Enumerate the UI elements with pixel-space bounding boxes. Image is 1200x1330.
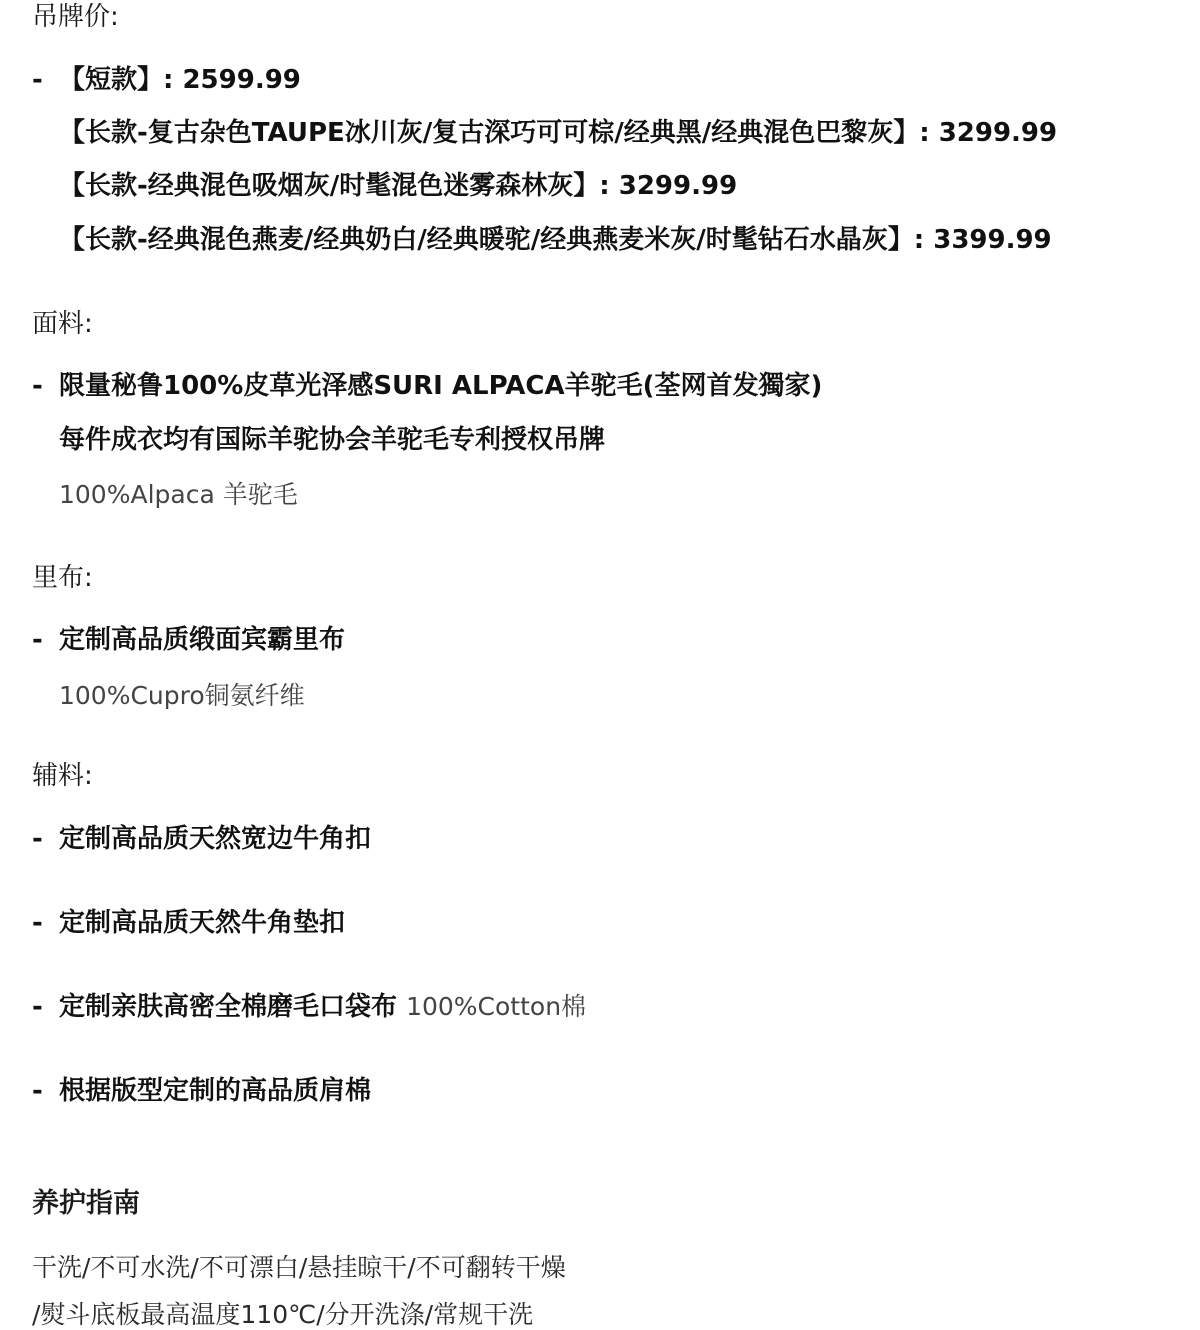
accessory-item-text: 根据版型定制的高品质肩棉 <box>59 1076 372 1106</box>
bullet-dash: - <box>32 1076 43 1106</box>
price-item-long-1: 【长款-复古杂色TAUPE冰川灰/复古深巧可可棕/经典黑/经典混色巴黎灰】: 3299.99 <box>59 118 1058 148</box>
accessory-item-text: 定制高品质天然牛角垫扣 <box>59 908 346 938</box>
bullet-dash: - <box>32 65 43 95</box>
accessory-item <box>32 910 345 936</box>
fabric-line-1-text: 限量秘鲁100%皮草光泽感SURI ALPACA羊驼毛(荃网首发獨家) <box>59 371 823 401</box>
lining-line-1 <box>32 627 345 653</box>
price-item-text: 【短款】: 2599.99 <box>59 65 301 95</box>
price-heading: 吊牌价: <box>32 2 119 32</box>
accessories-heading: 辅料: <box>32 761 93 791</box>
care-heading: 养护指南 <box>32 1188 140 1219</box>
price-item-long-3: 【长款-经典混色燕麦/经典奶白/经典暖驼/经典燕麦米灰/时髦钻石水晶灰】: 3399.99 <box>59 225 1052 255</box>
bullet-dash: - <box>32 625 43 655</box>
lining-line-1-text: 定制高品质缎面宾霸里布 <box>59 625 346 655</box>
accessory-item-composition: 100%Cotton棉 <box>406 992 587 1021</box>
fabric-line-1 <box>32 373 822 399</box>
bullet-dash: - <box>32 908 43 938</box>
bullet-dash: - <box>32 824 43 854</box>
lining-heading: 里布: <box>32 563 93 593</box>
accessory-item-text: 定制亲肤高密全棉磨毛口袋布 <box>59 992 398 1022</box>
fabric-line-2: 每件成衣均有国际羊驼协会羊驼毛专利授权吊牌 <box>59 425 606 455</box>
accessory-item <box>32 994 586 1020</box>
price-item-short <box>32 67 301 93</box>
care-line-1: 干洗/不可水洗/不可漂白/悬挂晾干/不可翻转干燥 <box>32 1253 566 1282</box>
care-line-2: /熨斗底板最高温度110℃/分开洗涤/常规干洗 <box>32 1300 534 1329</box>
accessory-item <box>32 1078 371 1104</box>
accessory-item <box>32 826 371 852</box>
bullet-dash: - <box>32 371 43 401</box>
fabric-heading: 面料: <box>32 309 93 339</box>
fabric-composition: 100%Alpaca 羊驼毛 <box>59 480 298 509</box>
accessory-item-text: 定制高品质天然宽边牛角扣 <box>59 824 372 854</box>
price-item-long-2: 【长款-经典混色吸烟灰/时髦混色迷雾森林灰】: 3299.99 <box>59 171 738 201</box>
bullet-dash: - <box>32 992 43 1022</box>
lining-composition: 100%Cupro铜氨纤维 <box>59 681 305 710</box>
